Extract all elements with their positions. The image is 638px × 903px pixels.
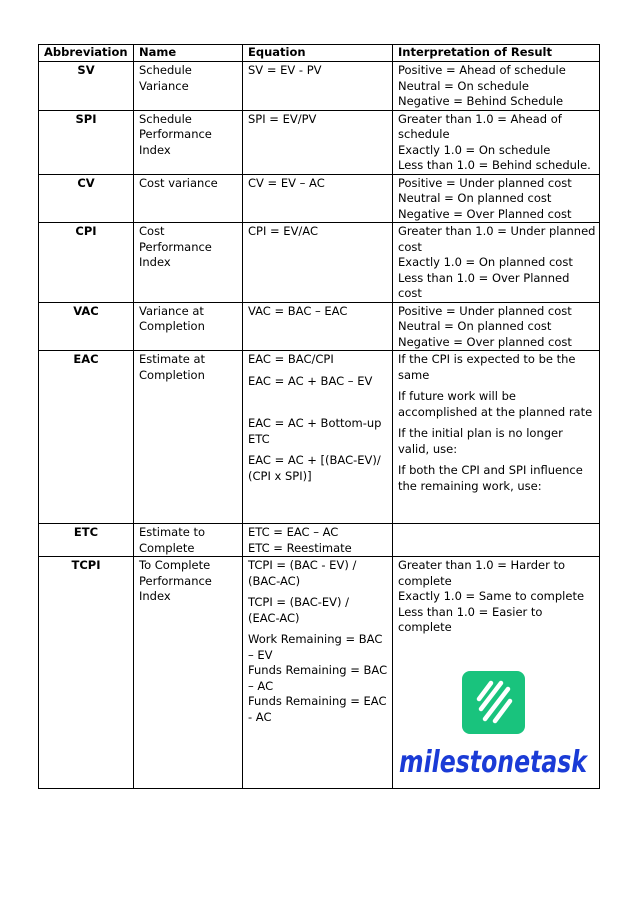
equation-line: Work Remaining = BAC: [248, 632, 383, 646]
table-row-vac: [39, 302, 600, 351]
table-row-etc: [39, 524, 600, 557]
name-line: Schedule: [139, 111, 192, 126]
name-line: Cost: [139, 224, 165, 238]
name-cell: [134, 557, 243, 789]
equation-line: (CPI x SPI)]: [248, 468, 312, 483]
interpretation-line: Negative = Over Planned cost: [398, 206, 572, 221]
name-cell: [134, 524, 243, 557]
interpretation-line: Greater than 1.0 = Ahead of: [398, 111, 562, 126]
interpretation-line: If both the CPI and SPI influence: [398, 463, 583, 477]
interpretation-line: Negative = Over planned cost: [398, 334, 572, 349]
interpretation-cell: [393, 557, 600, 789]
interpretation-cell: [393, 174, 600, 223]
interpretation-line: valid, use:: [398, 441, 458, 456]
interpretation-line: complete: [398, 573, 452, 588]
interpretation-line: Neutral = On planned cost: [398, 191, 552, 205]
equation-line: – AC: [248, 678, 274, 693]
equation-line: TCPI = (BAC-EV) /: [248, 595, 350, 609]
name-line: Schedule: [139, 63, 192, 77]
table-row-sv: [39, 62, 600, 111]
name-line: Completion: [139, 367, 205, 382]
equation-line: SV = EV - PV: [248, 63, 322, 77]
name-line: Index: [139, 589, 171, 603]
equation-line: ETC = EAC – AC: [248, 525, 339, 539]
interpretation-line: Exactly 1.0 = On schedule: [398, 142, 551, 157]
interpretation-line: complete: [398, 620, 452, 634]
abbr-cell: SPI: [39, 110, 134, 174]
interpretation-line: If future work will be: [398, 389, 516, 403]
equation-cell: [243, 174, 393, 223]
equation-cell: [243, 302, 393, 351]
equation-line: EAC = BAC/CPI: [248, 352, 334, 366]
name-line: Performance: [139, 127, 212, 141]
equation-line: ETC = Reestimate: [248, 540, 352, 555]
name-line: Index: [139, 142, 171, 157]
name-line: Performance: [139, 239, 212, 254]
equation-cell: [243, 557, 393, 789]
header-abbreviation: Abbreviation: [39, 45, 134, 62]
interpretation-line: Greater than 1.0 = Under planned: [398, 224, 596, 238]
header-interpretation: Interpretation of Result: [393, 45, 600, 62]
milestonetask-logo-icon: [462, 671, 525, 734]
interpretation-line: Negative = Behind Schedule: [398, 94, 564, 108]
abbr-cell: CV: [39, 174, 134, 223]
interpretation-line: Neutral = On planned cost: [398, 319, 552, 333]
name-line: Variance at: [139, 303, 204, 318]
interpretation-line: Neutral = On schedule: [398, 78, 529, 93]
equation-line: Funds Remaining = EAC: [248, 694, 387, 708]
table-row-cv: [39, 174, 600, 223]
interpretation-line: Positive = Ahead of schedule: [398, 63, 566, 77]
interpretation-line: Less than 1.0 = Behind schedule.: [398, 158, 591, 172]
interpretation-cell: [393, 302, 600, 351]
table-row-eac: [39, 351, 600, 524]
equation-cell: [243, 223, 393, 303]
equation-line: VAC = BAC – EAC: [248, 303, 348, 318]
abbr-cell: ETC: [39, 524, 134, 557]
equation-line: - AC: [248, 709, 272, 724]
interpretation-line: Positive = Under planned cost: [398, 175, 572, 190]
interpretation-cell: [393, 223, 600, 303]
name-cell: [134, 351, 243, 524]
equation-cell: [243, 351, 393, 524]
equation-cell: [243, 110, 393, 174]
interpretation-line: cost: [398, 286, 422, 300]
interpretation-line: Less than 1.0 = Over Planned: [398, 270, 570, 285]
equation-line: EAC = AC + Bottom-up: [248, 416, 382, 430]
equation-line: TCPI = (BAC - EV) /: [248, 558, 357, 572]
equation-line: EAC = AC + BAC – EV: [248, 373, 373, 388]
header-name: Name: [134, 45, 243, 62]
interpretation-line: If the CPI is expected to be the: [398, 352, 576, 366]
interpretation-line: Less than 1.0 = Easier to: [398, 604, 543, 619]
equation-line: (BAC-AC): [248, 573, 301, 588]
interpretation-line: If the initial plan is no longer: [398, 426, 563, 440]
table-row-spi: [39, 110, 600, 174]
interpretation-line: Greater than 1.0 = Harder to: [398, 558, 566, 572]
equation-line: – EV: [248, 647, 273, 662]
equation-line: CPI = EV/AC: [248, 224, 319, 238]
equation-line: CV = EV – AC: [248, 175, 325, 190]
name-cell: [134, 62, 243, 111]
table-row-cpi: [39, 223, 600, 303]
name-line: To Complete: [139, 558, 211, 572]
equation-line: (EAC-AC): [248, 610, 300, 625]
equation-line: Funds Remaining = BAC: [248, 663, 388, 677]
interpretation-line: Positive = Under planned cost: [398, 303, 572, 318]
interpretation-cell: [393, 351, 600, 524]
name-cell: [134, 110, 243, 174]
name-line: Estimate at: [139, 352, 206, 366]
name-line: Completion: [139, 319, 205, 333]
interpretation-line: the remaining work, use:: [398, 478, 542, 493]
interpretation-cell: [393, 524, 600, 557]
interpretation-line: cost: [398, 239, 422, 254]
name-line: Complete: [139, 540, 195, 555]
milestonetask-logo: [395, 669, 590, 787]
logo-wordmark: milestonetask: [399, 745, 589, 780]
equation-line: SPI = EV/PV: [248, 111, 317, 126]
abbr-cell: VAC: [39, 302, 134, 351]
interpretation-line: schedule: [398, 127, 450, 141]
name-line: Estimate to: [139, 525, 205, 539]
equation-cell: [243, 524, 393, 557]
evm-formula-table: [38, 44, 600, 789]
abbr-cell: CPI: [39, 223, 134, 303]
name-line: Cost variance: [139, 175, 218, 190]
interpretation-line: Exactly 1.0 = Same to complete: [398, 589, 585, 603]
equation-line: ETC: [248, 431, 270, 446]
equation-cell: [243, 62, 393, 111]
name-line: Performance: [139, 573, 212, 588]
interpretation-line: same: [398, 367, 430, 382]
abbr-cell: TCPI: [39, 557, 134, 789]
interpretation-cell: [393, 62, 600, 111]
header-equation: Equation: [243, 45, 393, 62]
interpretation-line: Exactly 1.0 = On planned cost: [398, 255, 573, 269]
name-cell: [134, 174, 243, 223]
name-line: Variance: [139, 78, 189, 93]
name-cell: [134, 302, 243, 351]
abbr-cell: SV: [39, 62, 134, 111]
interpretation-line: accomplished at the planned rate: [398, 404, 593, 419]
table-row-tcpi: [39, 557, 600, 789]
interpretation-cell: [393, 110, 600, 174]
abbr-cell: EAC: [39, 351, 134, 524]
name-line: Index: [139, 255, 171, 269]
name-cell: [134, 223, 243, 303]
equation-line: EAC = AC + [(BAC-EV)/: [248, 453, 381, 467]
header-row: [39, 45, 600, 62]
